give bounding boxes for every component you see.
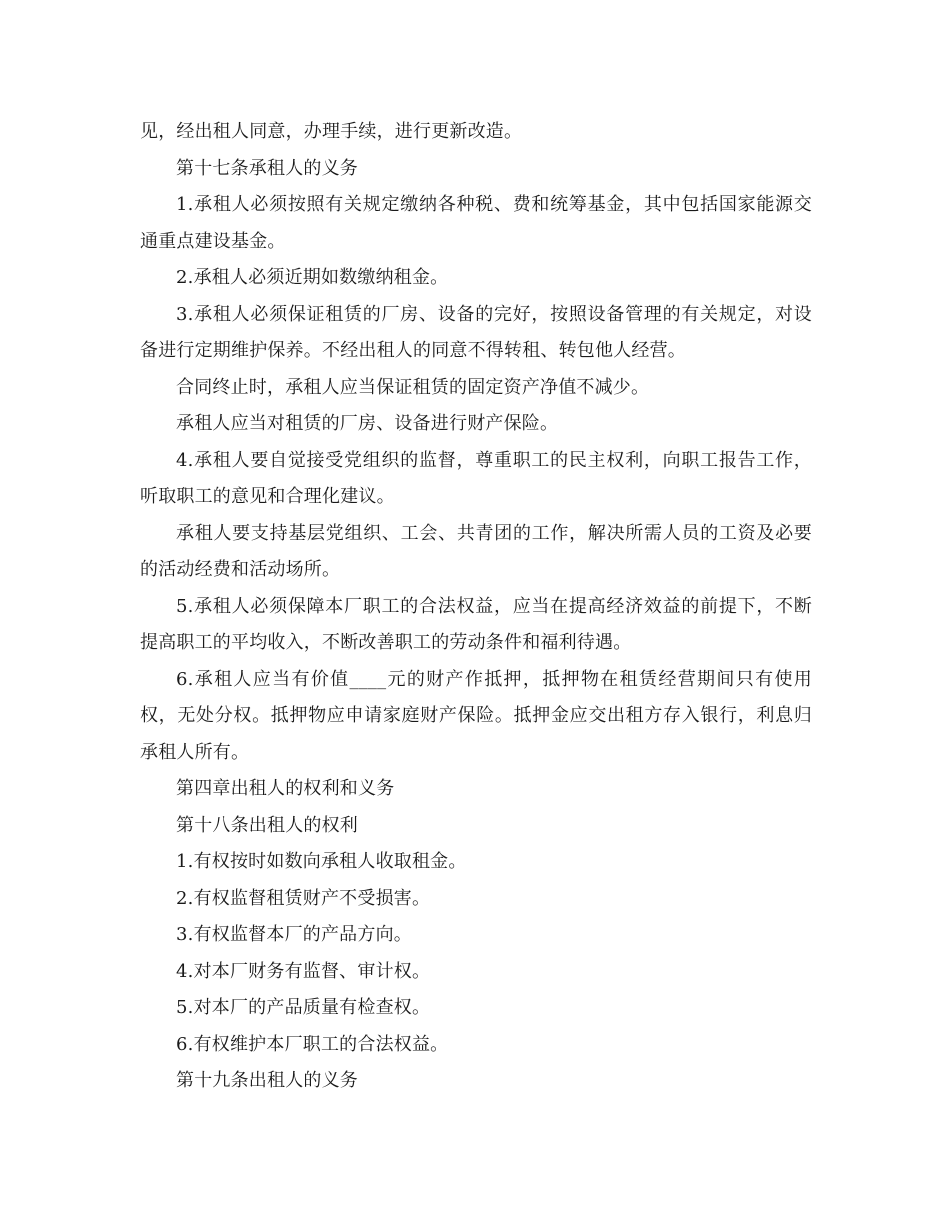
- paragraph-item: 2.承租人必须近期如数缴纳租金。: [176, 267, 449, 288]
- article-19-heading: 第十九条出租人的义务: [176, 1070, 358, 1091]
- paragraph-continuation: 见，经出租人同意，办理手续，进行更新改造。: [140, 121, 523, 142]
- paragraph-item: 承租人应当对租赁的厂房、设备进行财产保险。: [176, 413, 559, 434]
- article-17-heading: 第十七条承租人的义务: [176, 157, 358, 179]
- document-body: [140, 114, 812, 1100]
- paragraph-item: 合同终止时，承租人应当保证租赁的固定资产净值不减少。: [176, 376, 650, 398]
- paragraph-item: 6.承租人应当有价值____元的财产作抵押，抵押物在租赁经营期间只有使用权，无处分权。抵押物应申请家庭财产保险。抵押金应交出租方存入银行，利息归承租人所有。: [140, 668, 812, 763]
- paragraph-item: 3.承租人必须保证租赁的厂房、设备的完好，按照设备管理的有关规定，对设备进行定期维护保养。不经出租人的同意不得转租、转包他人经营。: [140, 303, 812, 361]
- paragraph-item: 2.有权监督租赁财产不受损害。: [176, 887, 431, 909]
- paragraph-item: 4.承租人要自觉接受党组织的监督，尊重职工的民主权利，向职工报告工作，听取职工的意见和合理化建议。: [140, 449, 812, 507]
- paragraph-item: 承租人要支持基层党组织、工会、共青团的工作，解决所需人员的工资及必要的活动经费和活动场所。: [140, 522, 812, 580]
- paragraph-item: 1.有权按时如数向承租人收取租金。: [176, 851, 467, 872]
- paragraph-item: 1.承租人必须按照有关规定缴纳各种税、费和统筹基金，其中包括国家能源交通重点建设基金。: [140, 194, 812, 252]
- paragraph-item: 5.承租人必须保障本厂职工的合法权益，应当在提高经济效益的前提下，不断提高职工的平均收入，不断改善职工的劳动条件和福利待遇。: [140, 595, 812, 653]
- paragraph-item: 4.对本厂财务有监督、审计权。: [176, 960, 431, 982]
- paragraph-item: 6.有权维护本厂职工的合法权益。: [176, 1033, 449, 1055]
- article-18-heading: 第十八条出租人的权利: [176, 814, 358, 836]
- paragraph-item: 3.有权监督本厂的产品方向。: [176, 924, 412, 945]
- chapter-4-heading: 第四章出租人的权利和义务: [176, 778, 395, 799]
- paragraph-item: 5.对本厂的产品质量有检查权。: [176, 997, 431, 1018]
